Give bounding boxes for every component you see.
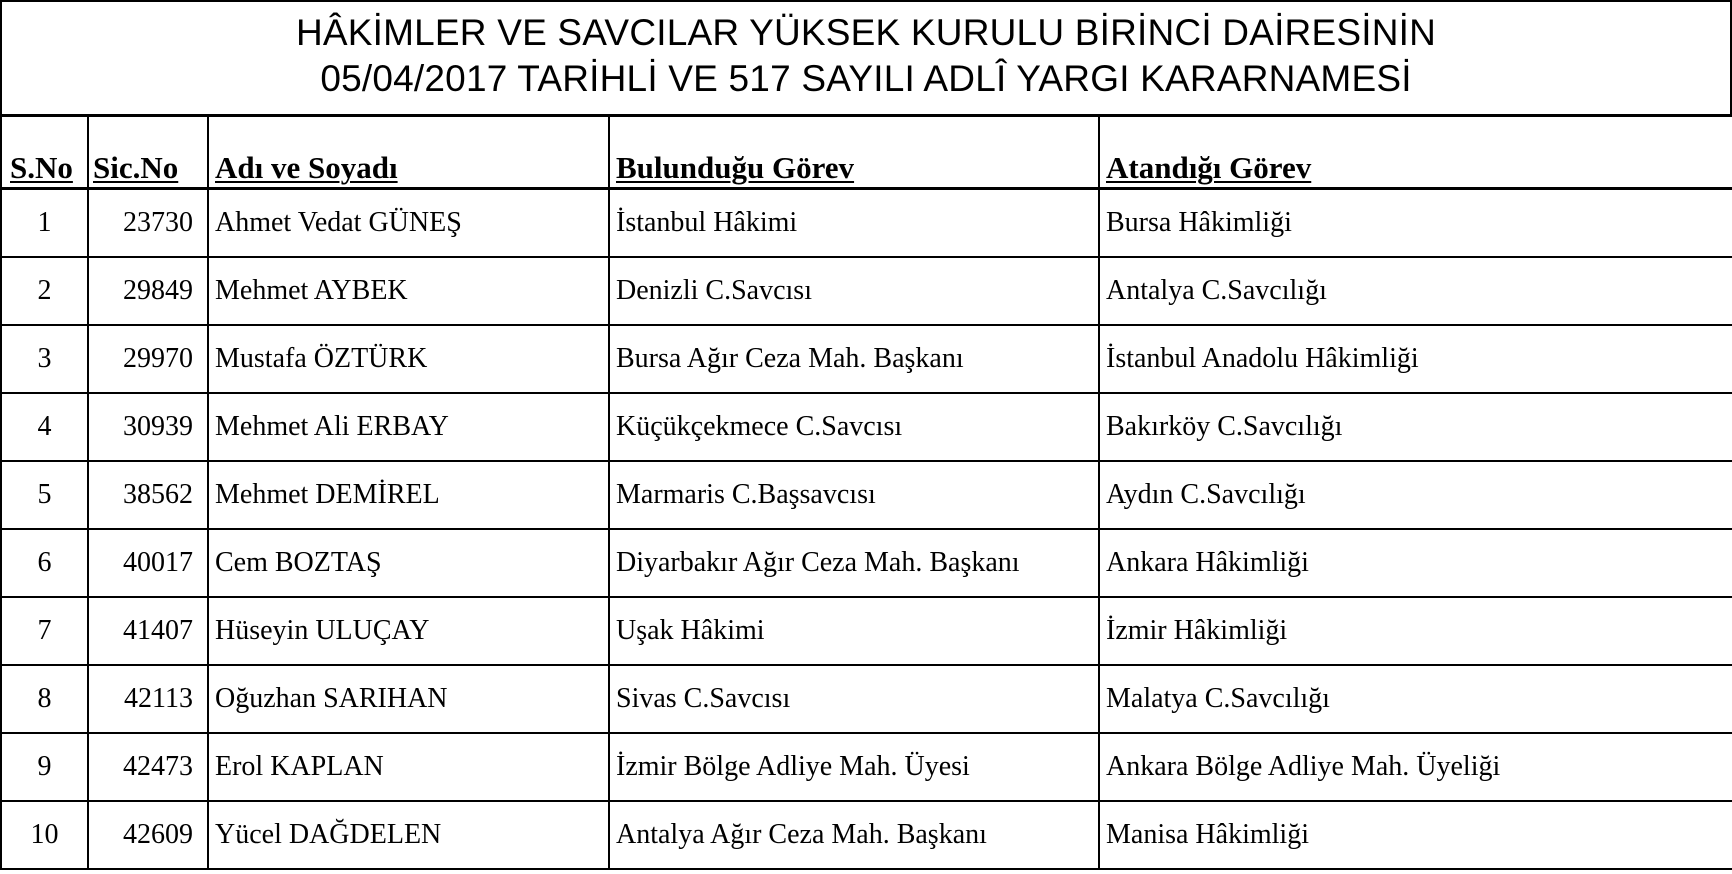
- cell-sicno: 29849: [88, 257, 208, 325]
- cell-assigned-post: Ankara Hâkimliği: [1099, 529, 1732, 597]
- table-row: [1, 325, 1732, 393]
- header-current-post: Bulunduğu Görev: [609, 116, 1099, 189]
- cell-current-post: Küçükçekmece C.Savcısı: [609, 393, 1099, 461]
- cell-name: Yücel DAĞDELEN: [208, 801, 609, 869]
- cell-sno: 2: [1, 257, 88, 325]
- cell-sicno: 41407: [88, 597, 208, 665]
- header-name: Adı ve Soyadı: [208, 116, 609, 189]
- header-sno: S.No: [1, 116, 88, 189]
- assignment-table: [0, 114, 1732, 870]
- cell-current-post: Uşak Hâkimi: [609, 597, 1099, 665]
- cell-sicno: 42113: [88, 665, 208, 733]
- cell-sno: 3: [1, 325, 88, 393]
- cell-current-post: Marmaris C.Başsavcısı: [609, 461, 1099, 529]
- cell-assigned-post: Bursa Hâkimliği: [1099, 189, 1732, 258]
- cell-name: Mehmet AYBEK: [208, 257, 609, 325]
- cell-assigned-post: Ankara Bölge Adliye Mah. Üyeliği: [1099, 733, 1732, 801]
- cell-sno: 7: [1, 597, 88, 665]
- table-row: [1, 801, 1732, 869]
- cell-assigned-post: Antalya C.Savcılığı: [1099, 257, 1732, 325]
- table-row: [1, 597, 1732, 665]
- title-line-2: 05/04/2017 TARİHLİ VE 517 SAYILI ADLÎ YARGI KARARNAMESİ: [320, 58, 1412, 99]
- table-row: [1, 529, 1732, 597]
- table-row: [1, 733, 1732, 801]
- cell-name: Hüseyin ULUÇAY: [208, 597, 609, 665]
- table-header-row: [1, 116, 1732, 189]
- cell-assigned-post: Bakırköy C.Savcılığı: [1099, 393, 1732, 461]
- cell-sicno: 38562: [88, 461, 208, 529]
- cell-assigned-post: İstanbul Anadolu Hâkimliği: [1099, 325, 1732, 393]
- cell-assigned-post: İzmir Hâkimliği: [1099, 597, 1732, 665]
- table-row: [1, 461, 1732, 529]
- cell-current-post: Bursa Ağır Ceza Mah. Başkanı: [609, 325, 1099, 393]
- header-sicno: Sic.No: [88, 116, 208, 189]
- title-line-1: HÂKİMLER VE SAVCILAR YÜKSEK KURULU BİRİNCİ DAİRESİNİN: [295, 12, 1437, 53]
- cell-sno: 10: [1, 801, 88, 869]
- cell-sicno: 29970: [88, 325, 208, 393]
- cell-sicno: 40017: [88, 529, 208, 597]
- cell-sno: 4: [1, 393, 88, 461]
- cell-sno: 5: [1, 461, 88, 529]
- cell-sno: 6: [1, 529, 88, 597]
- table-row: [1, 665, 1732, 733]
- cell-assigned-post: Malatya C.Savcılığı: [1099, 665, 1732, 733]
- cell-sno: 9: [1, 733, 88, 801]
- cell-current-post: Diyarbakır Ağır Ceza Mah. Başkanı: [609, 529, 1099, 597]
- cell-sno: 1: [1, 189, 88, 258]
- cell-current-post: İzmir Bölge Adliye Mah. Üyesi: [609, 733, 1099, 801]
- table-row: [1, 393, 1732, 461]
- cell-sicno: 42609: [88, 801, 208, 869]
- table-row: [1, 257, 1732, 325]
- cell-name: Erol KAPLAN: [208, 733, 609, 801]
- document-title: [0, 0, 1732, 114]
- header-assigned-post: Atandığı Görev: [1099, 116, 1732, 189]
- cell-assigned-post: Manisa Hâkimliği: [1099, 801, 1732, 869]
- cell-name: Oğuzhan SARIHAN: [208, 665, 609, 733]
- cell-current-post: Antalya Ağır Ceza Mah. Başkanı: [609, 801, 1099, 869]
- cell-current-post: İstanbul Hâkimi: [609, 189, 1099, 258]
- cell-name: Mehmet DEMİREL: [208, 461, 609, 529]
- cell-current-post: Denizli C.Savcısı: [609, 257, 1099, 325]
- cell-sicno: 30939: [88, 393, 208, 461]
- cell-name: Mustafa ÖZTÜRK: [208, 325, 609, 393]
- cell-name: Ahmet Vedat GÜNEŞ: [208, 189, 609, 258]
- table-row: [1, 189, 1732, 258]
- cell-assigned-post: Aydın C.Savcılığı: [1099, 461, 1732, 529]
- cell-sno: 8: [1, 665, 88, 733]
- cell-name: Mehmet Ali ERBAY: [208, 393, 609, 461]
- cell-current-post: Sivas C.Savcısı: [609, 665, 1099, 733]
- cell-name: Cem BOZTAŞ: [208, 529, 609, 597]
- cell-sicno: 42473: [88, 733, 208, 801]
- cell-sicno: 23730: [88, 189, 208, 258]
